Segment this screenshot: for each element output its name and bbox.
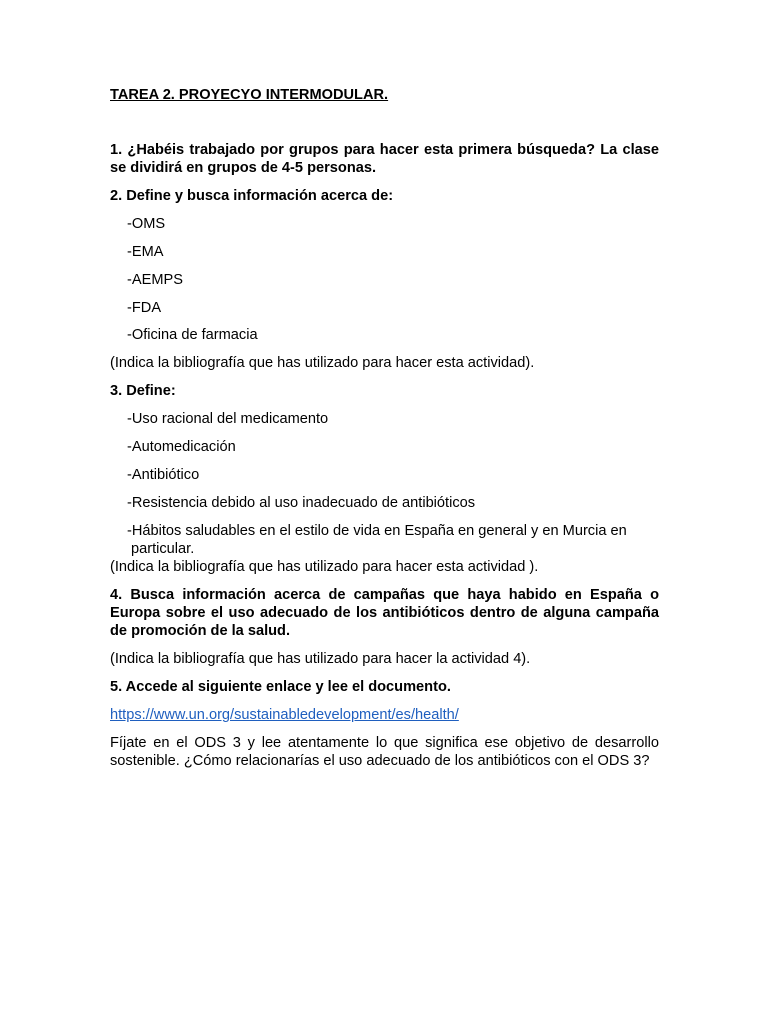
question-2-item: -EMA	[127, 244, 164, 260]
question-4: 4. Busca información acerca de campañas que haya habido en España o Europa sobre el uso adecuado de los antibióticos dentro de alguna campaña de promoción de la salud.	[110, 587, 659, 639]
question-3-item: -Automedicación	[127, 439, 236, 455]
question-2-item: -Oficina de farmacia	[127, 327, 258, 343]
question-5-heading: 5. Accede al siguiente enlace y lee el documento.	[110, 679, 451, 695]
ods-health-link[interactable]: https://www.un.org/sustainabledevelopment/es/health/	[110, 707, 459, 723]
question-3-item: -Antibiótico	[127, 467, 200, 483]
question-3-item: -Resistencia debido al uso inadecuado de antibióticos	[127, 495, 476, 511]
question-1: 1. ¿Habéis trabajado por grupos para hacer esta primera búsqueda? La clase se dividirá en grupos de 4-5 personas.	[110, 142, 659, 176]
question-4-note: (Indica la bibliografía que has utilizado para hacer la actividad 4).	[110, 651, 531, 667]
question-3-item-habits-line1: -Hábitos saludables en el estilo de vida en España en general y en Murcia en	[127, 523, 627, 539]
question-3-heading: 3. Define:	[110, 383, 176, 399]
question-2-item: -FDA	[127, 300, 162, 316]
question-3-note: (Indica la bibliografía que has utilizado para hacer esta actividad ).	[110, 559, 539, 575]
question-3-item-habits	[127, 522, 659, 558]
link-row	[110, 706, 659, 724]
question-3-item: -Uso racional del medicamento	[127, 411, 329, 427]
question-2-note: (Indica la bibliografía que has utilizado para hacer esta actividad).	[110, 355, 535, 371]
question-5-text: Fíjate en el ODS 3 y lee atentamente lo que significa ese objetivo de desarrollo sostenible. ¿Cómo relacionarías el uso adecuado de los antibióticos con el ODS 3?	[110, 735, 659, 769]
question-3-item-habits-line2: particular.	[131, 541, 195, 557]
question-2-heading: 2. Define y busca información acerca de:	[110, 188, 394, 204]
question-2-item: -OMS	[127, 216, 166, 232]
question-2-item: -AEMPS	[127, 272, 183, 288]
document-title: TAREA 2. PROYECYO INTERMODULAR.	[110, 87, 389, 103]
